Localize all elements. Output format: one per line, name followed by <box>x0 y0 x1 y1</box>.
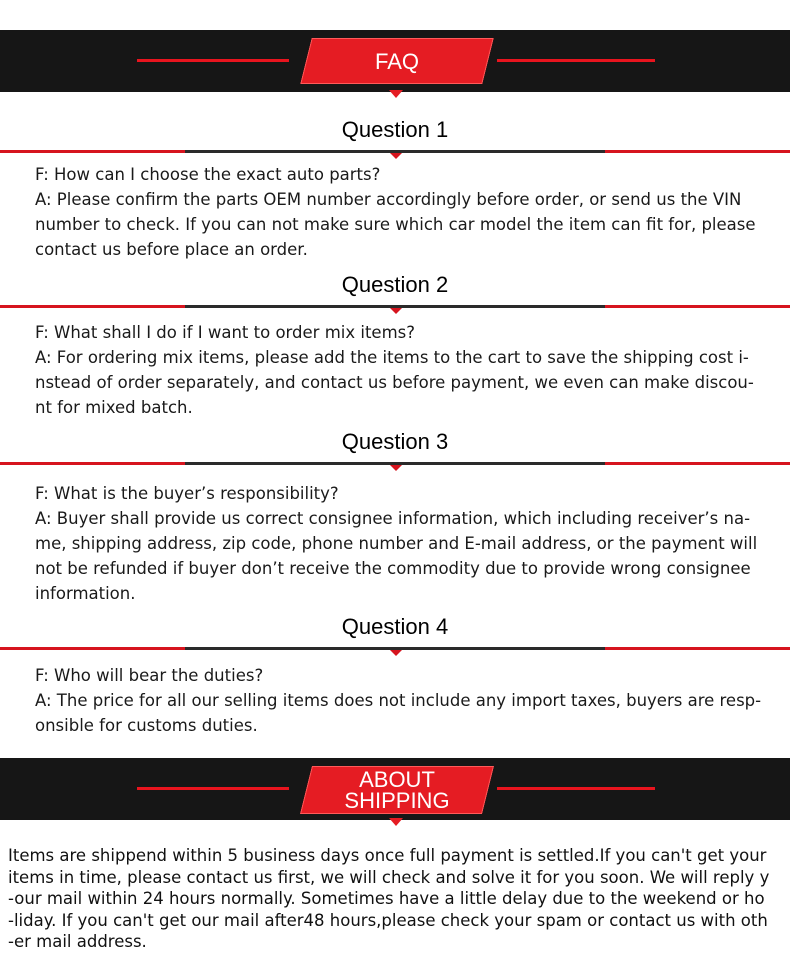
question-4-divider <box>0 647 790 650</box>
question-1-body <box>35 162 765 262</box>
question-1-line: F: How can I choose the exact auto parts? <box>35 165 381 184</box>
shipping-title-line2: SHIPPING <box>344 788 450 813</box>
question-3-divider <box>0 462 790 465</box>
question-4-line: F: Who will bear the duties? <box>35 666 264 685</box>
question-3-line: information. <box>35 584 136 603</box>
shipping-line: -liday. If you can't get our mail after48 hours,please check your spam or contact us with oth <box>8 910 768 930</box>
question-4-body <box>35 663 765 738</box>
shipping-line: -our mail within 24 hours normally. Sometimes have a little delay due to the weekend or ho <box>8 889 765 908</box>
question-1-divider <box>0 150 790 153</box>
question-3-title: Question 3 <box>341 429 449 454</box>
shipping-body <box>8 845 788 953</box>
question-2-line: A: For ordering mix items, please add the items to the cart to save the shipping cost i- <box>35 348 749 367</box>
question-2-divider <box>0 305 790 308</box>
question-1-line: number to check. If you can not make sure which car model the item can fit for, please <box>35 215 756 234</box>
question-3-line: me, shipping address, zip code, phone number and E-mail address, or the payment will <box>35 534 758 553</box>
faq-title: FAQ <box>374 49 419 74</box>
shipping-line: -er mail address. <box>8 932 147 951</box>
banner-line-left <box>137 787 289 790</box>
question-4-line: onsible for customs duties. <box>35 716 258 735</box>
question-3-body <box>35 481 765 606</box>
question-3-line: F: What is the buyer’s responsibility? <box>35 484 339 503</box>
banner-line-left <box>137 59 289 62</box>
question-4-line: A: The price for all our selling items does not include any import taxes, buyers are resp- <box>35 691 762 710</box>
question-4-title: Question 4 <box>341 614 449 639</box>
question-3-line: not be refunded if buyer don’t receive the commodity due to provide wrong consignee <box>35 559 751 578</box>
question-1-line: contact us before place an order. <box>35 240 308 259</box>
banner-line-right <box>497 787 655 790</box>
question-2-line: nt for mixed batch. <box>35 398 193 417</box>
shipping-banner <box>0 758 790 820</box>
banner-line-right <box>497 59 655 62</box>
faq-banner <box>0 30 790 92</box>
question-2-line: nstead of order separately, and contact us before payment, we even can make discou- <box>35 373 754 392</box>
question-1-line: A: Please confirm the parts OEM number accordingly before order, or send us the VIN <box>35 190 742 209</box>
shipping-chevron-icon <box>389 818 403 826</box>
question-2-line: F: What shall I do if I want to order mix items? <box>35 323 415 342</box>
shipping-line: Items are shippend within 5 business days once full payment is settled.If you can't get your <box>8 846 767 865</box>
question-2-title: Question 2 <box>341 272 449 297</box>
question-1-title: Question 1 <box>341 117 449 142</box>
question-3-line: A: Buyer shall provide us correct consignee information, which including receiver’s na- <box>35 509 751 528</box>
faq-chevron-icon <box>389 90 403 98</box>
question-2-body <box>35 320 765 420</box>
shipping-title-line1: ABOUT <box>359 767 435 792</box>
shipping-line: items in time, please contact us first, we will check and solve it for you soon. We will reply y <box>8 867 770 887</box>
